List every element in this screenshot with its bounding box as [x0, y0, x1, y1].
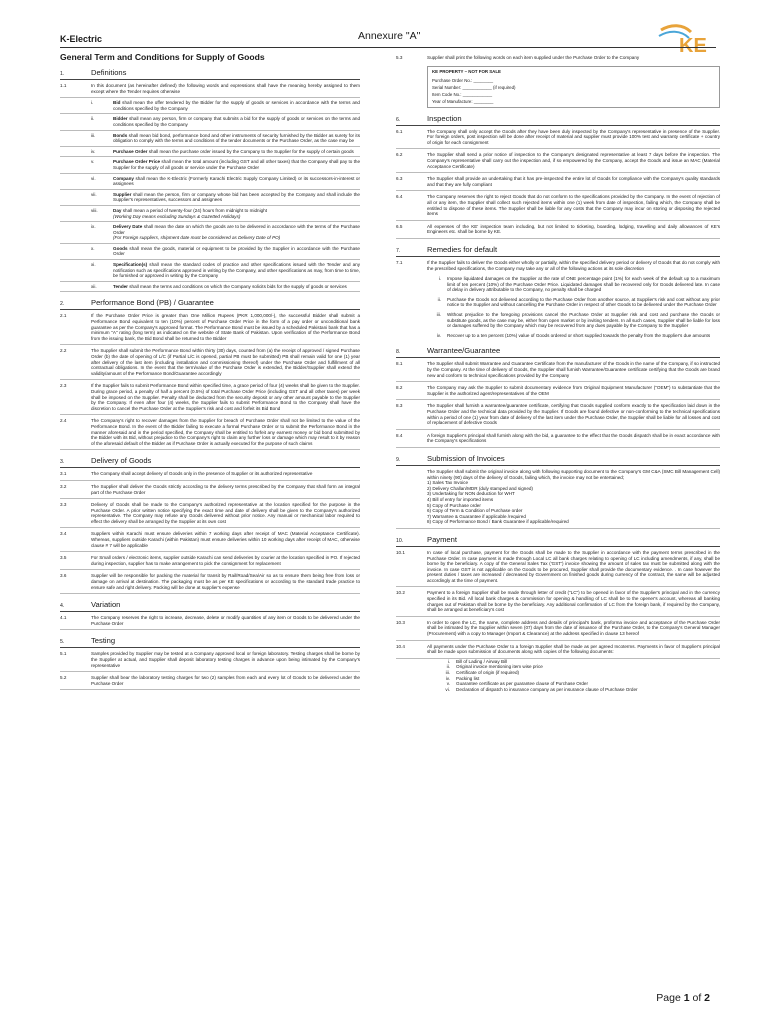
clause	[396, 466, 720, 529]
section-number: 8.	[396, 349, 401, 356]
clause-number: 7.1	[396, 259, 403, 265]
property-marking-box	[427, 66, 720, 108]
definition-body: shall mean a period of twenty-four (24) hours from midnight to midnight	[121, 207, 267, 213]
clause-text: The Company shall only accept the Goods after they have been duly inspected by the Company's representative in presence of the Supplier. For foreign orders, post inspection will be done after receipt of material and supplier must provide 100% test and warranty certificate + country of origin for each consignment	[427, 128, 720, 145]
clause-number: 3.3	[60, 502, 67, 508]
definition-body: shall mean the terms and conditions on which the Company solicits bids for the supply of goods or services	[127, 283, 347, 289]
section-title: Performance Bond (PB) / Guarantee	[91, 298, 214, 308]
remedy-number: i.	[438, 276, 441, 282]
clause-number: 8.4	[396, 432, 403, 438]
clause-number: 10.1	[396, 549, 405, 555]
marking-line: Item Code No.: ____________	[432, 91, 493, 97]
clause-number: 10.3	[396, 619, 405, 625]
section-title: Delivery of Goods	[91, 456, 152, 466]
clause-text: For Small orders / electronic items, supplier outside Karachi can send deliveries by courier at the location specified in PO. If rejected during inspection, supplier has to make arrangement to pick the consignment for replacement	[91, 555, 360, 566]
clause-number: 2.2	[60, 348, 67, 354]
definition-text	[113, 192, 360, 203]
clause-text: The Supplier shall send a prior notice of inspection to the Company's designated representative at least 7 days before the inspection. The Company's representative shall carry out the inspection and, if so empowered by the Company, accept the Goods and issue an MAC (Material Acceptance Certificate)	[427, 152, 720, 169]
definition-number: i.	[91, 100, 94, 106]
clause	[60, 499, 360, 528]
remedy-item	[427, 295, 720, 310]
clause-text: If the Purchase Order Price is greater than One Million Rupees (PKR 1,000,000/-), the successful Bidder shall submit a Performance Bond equivalent to ten (10%) percent of Purchase Order Price in the form of a pay order or unconditional bank guarantee as per the Company's approved format. The Performance Bond must be issued by a scheduled Pakistani bank that has a minimum "A" rating (long term) as indicated on the website of State Bank of Pakistan. Upon verification of the Performance Bond from the issuing bank, the Bid Bond shall be returned to the Bidder	[91, 313, 360, 341]
clause	[60, 310, 360, 345]
definition-text	[113, 208, 360, 219]
marking-line: Year of Manufacture: ________	[432, 98, 494, 104]
clause-number: 5.3	[396, 55, 403, 60]
ke-logo	[657, 22, 715, 56]
clause	[396, 257, 720, 274]
page-current: 1	[683, 992, 690, 1004]
definition-body: shall mean the total amount (including GST and all other taxes) that the Company shall pay to the Supplier for the supply of all goods or service under the Purchase Order	[113, 159, 360, 170]
definition-term: Goods	[113, 245, 128, 251]
clause-group	[60, 310, 360, 450]
section-title: Inspection	[427, 113, 462, 123]
clause	[396, 400, 720, 429]
header-rule	[60, 47, 716, 48]
definition-text	[113, 116, 360, 127]
clause	[60, 528, 360, 552]
clause-number: 3.4	[60, 531, 67, 537]
payment-doc-text: Packing list	[456, 675, 480, 681]
definition-term: Bonds	[113, 132, 128, 138]
definition-text	[113, 159, 360, 170]
section-heading	[396, 535, 720, 547]
marking-line: Purchase Order No.: ________	[432, 77, 494, 83]
clause-number: 5.2	[60, 675, 67, 681]
payment-doc-number: i.	[447, 658, 450, 664]
definition-number: ix.	[91, 224, 96, 230]
clause-number: 3.2	[60, 483, 67, 489]
clause-group	[396, 126, 720, 239]
section-number: 5.	[60, 639, 65, 646]
definition-item	[60, 244, 360, 260]
clause-text: In this document (as hereinafter defined) the following words and expressions shall have the meaning hereby assigned to them except where the Tender requires otherwise	[91, 83, 360, 94]
invoice-docs-list	[427, 480, 720, 525]
payment-doc-number: iii.	[445, 670, 450, 675]
clause-text: The Supplier shall furnish a warrantee/guarantee certificate, certifying that Goods supplied conform exactly to the specification laid down in the Purchase Order and the technical data provided by the Supplier. If Goods are found defective or non-conforming to the technical specifications within a period of one (1) year from date of delivery of the last item under the Purchase Order, the Supplier shall be liable for all losses and cost of replacement of defective Goods	[427, 403, 720, 426]
clause-group	[396, 547, 720, 659]
payment-doc-number: vi.	[445, 686, 450, 692]
definition-body: shall mean the purchase order issued by the Company to the Supplier for the supply of certain goods	[147, 148, 354, 154]
payment-doc-text: Original invoice mentioning item wise price	[456, 664, 543, 670]
payment-doc-text: Certificate of origin (if required)	[456, 670, 520, 675]
page-prefix: Page	[656, 992, 684, 1004]
clause	[396, 191, 720, 220]
clause-text: If the Supplier fails to submit Performance Bond within specified time, a grace period of four (4) weeks shall be given to the Supplier. During grace period, a penalty of half a percent (0.5%) of total Purchase Order Price (including GST and all other taxes) per week shall be imposed on the Supplier. Penalty shall be deducted from the security deposit or any other amount payable to the Supplier by the Company. If even after four (4) weeks, the Supplier fails to submit Performance Bond to the Company shall have the discretion to cancel the Purchase Order at the Supplier's risk and cost and forfeit its Bid Bond	[91, 383, 360, 411]
clause-text: Payment to a foreign Supplier shall be made through letter of credit ("LC") to be opened in favor of the Supplier's principal and in the currency specified in its Bid. All local bank charges & commission for opening & handling of LC shall be to the opener's account, whereas all banking charges out of Pakistan shall be borne by the beneficiary. Any additional confirmation of LC from the foreign bank, if required by the Company, shall be arranged at beneficiary's cost	[427, 590, 720, 613]
definition-text	[113, 100, 360, 111]
invoice-doc-item: 6) Copy of Term & Condition of Purchase order	[427, 508, 523, 514]
section-title: Definitions	[91, 68, 127, 77]
remedy-item	[427, 274, 720, 295]
section-heading	[60, 600, 360, 612]
section-number: 3.	[60, 459, 65, 466]
clause-text: Samples provided by Supplier may be tested at a Company approved local or foreign laboratory. Testing charges shall be borne by the Supplier at actual, and Supplier shall deposit laboratory testing charges in advance upon being intimated by the Company's representative	[91, 651, 360, 668]
section-title: Submission of Invoices	[427, 453, 505, 463]
clause	[396, 173, 720, 191]
definitions-list	[60, 98, 360, 292]
section-number: 1.	[60, 71, 65, 77]
definition-text	[113, 176, 360, 187]
clause-text: The Company reserves the right to increase, decrease, delete or modify quantities of any item or Goods to be delivered under the Purchase Order	[91, 615, 360, 626]
definition-item	[60, 157, 360, 173]
marking-lines	[432, 77, 715, 105]
definition-item	[60, 98, 360, 114]
definition-term: Purchase Order	[113, 148, 148, 154]
definition-body: shall mean the person, firm or company whose bid has been accepted by the Company and shall include the Supplier's representatives, successors and assignees	[113, 191, 360, 203]
payment-doc-text: Bill of Lading / Airway Bill	[456, 658, 508, 664]
definition-term: Tender	[113, 283, 128, 289]
section-number: 6.	[396, 116, 401, 123]
payment-doc-number: v.	[446, 681, 450, 687]
clause	[396, 587, 720, 616]
clause-text: The Supplier shall provide an undertaking that it has pre-inspected the entire lot of Goods for compliance with the Company's quality standards and that they are fully compliant	[427, 176, 720, 187]
definition-item	[60, 206, 360, 222]
definition-term: Company	[113, 175, 134, 181]
section-title: Remedies for default	[427, 244, 498, 254]
definition-text	[113, 262, 360, 279]
definition-number: vii.	[91, 191, 97, 197]
clause	[60, 648, 360, 672]
clause-text: The Supplier shall submit Warrantee and Guarantee Certificate from the manufacturer of the Goods in the name of the Company, if so instructed by the Company. At the time of delivery of Goods, the Supplier shall furnish Warrantee/Guarantee certificate certifying that the Goods are brand new and conform to technical specifications provided by the Company	[427, 361, 720, 378]
definition-number: iii.	[91, 132, 96, 138]
section-heading	[60, 298, 360, 310]
section-heading	[396, 346, 720, 358]
definition-term: Supplier	[113, 191, 132, 197]
clause-number	[396, 469, 427, 525]
definition-number: vi.	[91, 175, 96, 181]
clause	[396, 221, 720, 239]
invoice-doc-item: 5) Copy of Purchase order	[427, 502, 481, 508]
clause-number: 3.6	[60, 573, 67, 579]
clause	[396, 126, 720, 150]
clause	[396, 52, 720, 64]
definition-note: (For Foreign suppliers, shipment date must be considered as Delivery Date of PO)	[113, 235, 281, 241]
clause-number: 10.2	[396, 590, 405, 596]
remedy-number: iii.	[436, 312, 441, 318]
payment-doc-number: iv.	[445, 675, 450, 681]
remedy-number: ii.	[437, 296, 441, 302]
clause-group	[396, 358, 720, 448]
clause-text: If the Supplier fails to deliver the Goods either wholly or partially, within the specified delivery period or delivery of Goods that do not comply with the prescribed specifications, the Company may take any or all of the following actions at its sole discretion	[427, 259, 720, 271]
clause-number: 8.1	[396, 361, 403, 367]
invoice-doc-item: 4) Bill of entry for imported items	[427, 496, 494, 502]
clause-number: 2.3	[60, 383, 67, 389]
section-heading	[396, 245, 720, 257]
annexure-label: Annexure "A"	[358, 30, 421, 42]
clause-text: The Company reserves the right to reject Goods that do not conform to the specifications provided by the Company. In the event of rejection of all or any item, the Supplier shall collect such rejected items within one (1) week from date of inspection, failing which, the Company shall be entitled to dispose of these items. The Supplier shall be liable for any costs that the Company may incur on storing or disposing the rejected items	[427, 194, 720, 217]
definition-note: (Working Day means excluding Sundays & Gazetted Holidays)	[113, 213, 241, 219]
definition-term: Specification(s)	[113, 262, 148, 268]
clause-text: The Company may ask the Supplier to submit documentary evidence from Original Equipment Manufacturer ("OEM") to substantiate that the Supplier is the authorized agent/representatives of the OEM	[427, 385, 720, 396]
clause-text: The Supplier shall submit the Performance Bond within thirty (30) days, counted from (a) the receipt of approved / signed Purchase Order (b) the date of opening of L/C (if Partial L/C is opened, partial PB must be submitted) PB shall remain valid for one (1) year after delivery of the last item (including installation and commissioning thereof) under the Purchase Order and fulfillment of all contractual obligations. In the event that the term/value of the Purchase Order is extended, the Bidder/Supplier shall extend the validity/amount of the Performance Bond/Guarantee accordingly	[91, 348, 360, 376]
definition-term: Purchase Order Price	[113, 159, 161, 165]
page-number	[656, 992, 710, 1004]
remedy-item	[427, 310, 720, 331]
section-title: Testing	[91, 636, 116, 646]
definition-item	[60, 190, 360, 206]
left-column	[60, 52, 360, 690]
clause-number: 6.1	[396, 128, 403, 134]
definition-term: Bidder	[113, 116, 128, 122]
clause-number: 6.4	[396, 194, 403, 200]
clause	[60, 612, 360, 630]
clause-text: In case of local purchase, payment for the Goods shall be made to the Supplier in accordance with the payment terms prescribed in the Purchase Order. In case payment is made through Local LC all bank charges relating to opening of LC including amendments, if any, shall be borne by the beneficiary. A copy of the General Sales Tax ('GST') invoice showing the amount of sales tax must be submitted along with the invoice. In case GST is not applicable on the Goods to be procured, Supplier shall provide the documentary evidence. . In case however the present duties / taxes are increased / decreased by Government on finished goods during currency of the contract, the same will be adjusted accordingly at the time of payment.	[427, 549, 720, 583]
clause-text: The Supplier shall deliver the Goods strictly according to the delivery terms prescribed by the Company that shall form an integral part of the Purchase Order	[91, 483, 360, 495]
clause	[60, 468, 360, 481]
clause-number: 10.4	[396, 643, 405, 649]
clause-number: 3.1	[60, 471, 67, 477]
clause-number: 2.4	[60, 418, 67, 424]
definition-body: shall mean the date on which the goods are to be delivered in accordance with the terms of the Purchase Order	[113, 224, 360, 235]
definition-item	[60, 174, 360, 190]
payment-doc-item	[436, 687, 720, 693]
invoice-doc-item: 8) Copy of Performance Bond / Bank Guarantee if applicable/required	[427, 519, 569, 525]
section-number: 2.	[60, 301, 65, 308]
remedy-text: Recover up to a ten percent (10%) value of Goods ordered or short supplied towards the penalty from the Supplier's due amounts	[447, 332, 711, 338]
clause-group	[60, 468, 360, 594]
definition-item	[60, 260, 360, 282]
payment-doc-text: Guarantee certificate as per guarantee clause of Purchase Order	[456, 681, 589, 687]
definition-number: x.	[91, 245, 95, 251]
definition-text	[113, 224, 360, 241]
section-number: 10.	[396, 537, 404, 544]
clause	[60, 672, 360, 690]
clause-number: 1.1	[60, 83, 67, 88]
definition-number: v.	[91, 159, 95, 165]
remedy-text: Impose liquidated damages on the Supplier at the rate of ONE percentage point (1%) for each week of the default up to a maximum limit of ten percent (10%) of the Purchase Order Price. Liquidated damages shall be recovered only for Goods delivered late. In case of delay in delivery attributable to the Company, no penalty shall be charged	[447, 276, 720, 293]
section-heading	[60, 456, 360, 468]
remedy-text: Without prejudice to the foregoing provisions cancel the Purchase Order at Supplier risk and cost and purchase the Goods or substitute goods, as the case may be, either from open market or by inviting tenders. In all such cases, Supplier shall be liable for loss or damages suffered by the Company which may be recovered from any dues payable by the Company to the Supplier	[447, 312, 720, 329]
marking-line: Serial Number: ____________ (if required)	[432, 84, 516, 90]
page-sep: of	[689, 992, 705, 1004]
clause-text: All payments under the Purchase Order to a foreign Supplier shall be made as per agreed Incoterms. Payments in favor of Supplier's principal shall be made upon submission of documents along with copies of the following documents:	[427, 643, 720, 655]
clause-number: 3.5	[60, 555, 67, 561]
section-number: 7.	[396, 247, 401, 254]
definition-number: xii.	[91, 283, 97, 289]
section-title: Variation	[91, 600, 121, 610]
remedy-number: iv.	[436, 332, 441, 338]
definition-body: shall mean the goods, material or equipment to be provided by the Supplier in accordance with the Purchase Order	[113, 245, 360, 257]
definition-text	[113, 246, 360, 257]
clause	[60, 481, 360, 499]
definition-item	[60, 222, 360, 244]
clause	[396, 382, 720, 400]
document-title: General Term and Conditions for Supply of Goods	[60, 52, 265, 62]
clause-text: A foreign Supplier's principal shall furnish along with the bid, a guarantee to the effect that the Goods dispatch shall be in exact accordance with the Company's specifications	[427, 432, 720, 444]
clause	[396, 149, 720, 173]
payment-docs-list	[396, 659, 720, 693]
remedies-list	[396, 274, 720, 340]
section-heading	[60, 636, 360, 648]
clause-text: The Company shall accept delivery of Goods only in the presence of Supplier or its authorized representative	[91, 471, 313, 477]
invoice-doc-item: 2) Delivery Challan/MDR (duly stamped and signed)	[427, 485, 533, 491]
definition-text	[113, 149, 360, 155]
definition-term: Delivery Date	[113, 224, 143, 230]
clause-text: Suppliers within Karachi must ensure deliveries within 7 working days after receipt of MAC (Material Acceptance Certificate). Whereas, suppliers outside Karachi (within Pakistan) must ensure deliveries within 10 working days after receipt of MAC, otherwise clause # 7 will be applicable	[91, 531, 360, 548]
section-title: Warrantee/Guarantee	[427, 346, 501, 356]
definition-body: shall mean any person, firm or company that submits a bid for the supply of goods or services on the terms and conditions specified by the Company	[113, 116, 360, 127]
definition-item	[60, 131, 360, 147]
clause-number: 4.1	[60, 615, 67, 621]
definition-item	[60, 282, 360, 293]
clause-text: Supplier will be responsible for packing the material for transit by Rail/Road/Sea/Air so as to ensure them being free from loss or damage on arrival at destination. The packaging must be as per KE specifications or according to the standard trade practice to ensure safe and right delivery. Packing will be done at supplier's expense	[91, 573, 360, 590]
definition-text	[113, 284, 360, 290]
invoice-intro: The Supplier shall submit the original invoice along with following supporting document to the Company's GM C&A (SMC Bill Management Cell) within ninety (90) days of the delivery of Goods, failing which, the invoice may not be entertained;	[427, 468, 720, 480]
definition-term: Day	[113, 207, 122, 213]
remedy-text: Purchase the Goods not delivered according to the Purchase Order from another source, at Supplier's risk and cost without any prior notice to the Supplier and without cancelling the Purchase Order in respect of other Goods to be delivered under the Purchase Order	[447, 296, 720, 308]
clause-number: 6.5	[396, 223, 403, 229]
definition-term: Bid	[113, 100, 121, 106]
section-heading	[60, 68, 360, 80]
remedy-item	[427, 331, 720, 341]
definition-body: shall mean the K-Electric (Formerly Karachi Electric Supply Company Limited) or its successors-in-interest or assignees	[113, 175, 360, 187]
section-title: Payment	[427, 534, 457, 544]
clause-number: 6.2	[396, 152, 403, 158]
clause-text: All expenses of the KE' inspection team including, but not limited to ticketing, boarding, lodging, travelling and daily allowances of KE's Engineers etc. shall be borne by KE.	[427, 223, 720, 235]
clause-text: The Company's right to recover damages from the Supplier for breach of Purchase Order shall not be limited to the value of the Performance Bond. In the event of the Bidder failing to execute a formal Purchase Order or to submit the Performance Bond in the manner aforesaid and in the period specified, the Company shall be entitled to forfeit any earnest money or bid bond submitted by the Bidder with its Bid, without prejudice to the Company's right to claim any further loss or damage which may result to it by reason of the aforesaid default of the Bidder as if Purchase Order is actually executed for the purpose of such claims	[91, 418, 360, 446]
clause	[60, 380, 360, 415]
payment-doc-text: Declaration of dispatch to insurance company as per insurance clause of Purchase Order	[456, 686, 638, 692]
definition-text	[113, 133, 360, 144]
section-number: 4.	[60, 603, 65, 610]
clause	[396, 617, 720, 641]
section-heading	[396, 454, 720, 466]
clause	[60, 415, 360, 450]
definition-body: shall mean the standard codes of practice and other specifications issued with the Tender and any notification such as specifications approved in writing by the Company, and other specifications as may, from time to time, be furnished or approved in writing by the Company	[113, 262, 360, 279]
invoice-clause	[427, 469, 720, 525]
clause-number: 6.3	[396, 176, 403, 182]
clause-text: Delivery of Goods shall be made to the Company's authorized representative at the location specified for the purpose in the Purchase Order. A prior written notice specifying the exact time and date of delivery shall be given to the Company's authorized representative. The Company may refuse any Goods delivered without prior notice. Any manual or mechanical labor required to effect the delivery shall be arranged by the Supplier at its own cost	[91, 502, 360, 524]
payment-doc-number: ii.	[446, 664, 450, 670]
clause	[60, 570, 360, 594]
clause	[60, 80, 360, 98]
clause-number: 8.3	[396, 403, 403, 409]
definition-item	[60, 147, 360, 158]
clause-number: 5.1	[60, 651, 67, 657]
clause	[60, 552, 360, 570]
page-total: 2	[704, 992, 710, 1004]
logo-text: KE	[679, 35, 707, 56]
definition-number: viii.	[91, 207, 98, 213]
definition-number: iv.	[91, 148, 96, 154]
definition-body: shall mean bid bond, performance bond and other instruments of security furnished by the Bidder as surety for its obligation to comply with the terms and conditions of the tender documents or the Purchase Order, as the case may be	[113, 132, 360, 144]
clause	[60, 345, 360, 380]
clause-number: 8.2	[396, 385, 403, 391]
invoice-doc-item: 3) Undertaking for NON deduction for WHT	[427, 491, 515, 497]
right-column	[396, 52, 720, 692]
clause	[396, 358, 720, 382]
clause	[396, 547, 720, 588]
clause-text: Supplier shall print the following words on each item supplied under the Purchase Order to the Company	[427, 55, 640, 60]
clause-text: Supplier shall bear the laboratory testing charges for two (2) samples from each and every lot of Goods to be delivered under the Purchase Order	[91, 675, 360, 686]
company-name: K-Electric	[60, 34, 103, 44]
definition-number: xi.	[91, 262, 96, 268]
definition-body: shall mean the offer tendered by the Bidder for the supply of goods or services in accordance with the terms and conditions specified by the Company	[113, 100, 360, 111]
clause	[396, 641, 720, 659]
definition-number: ii.	[91, 116, 95, 122]
section-number: 9.	[396, 456, 401, 463]
definition-item	[60, 114, 360, 130]
marking-title: KE PROPERTY – NOT FOR SALE	[432, 68, 501, 74]
clause	[396, 430, 720, 448]
clause-group	[60, 648, 360, 690]
invoice-doc-item: 1) Sales Tax Invoice	[427, 480, 469, 486]
clause-number: 2.1	[60, 313, 67, 319]
clause-text: In order to open the LC, the name, complete address and details of principal's bank, proforma invoice and acceptance of the Purchase Order shall be intimated by the Supplier within seven (07) days from the date of issuance of the Purchase Order, to the Company's General Manager (Procurement) with a copy to Manager (Import & Clearance) at the address specified in clause 13 hereof	[427, 619, 720, 637]
section-heading	[396, 114, 720, 126]
invoice-doc-item: 7) Warrantee & Guarantee if applicable /required	[427, 513, 526, 519]
